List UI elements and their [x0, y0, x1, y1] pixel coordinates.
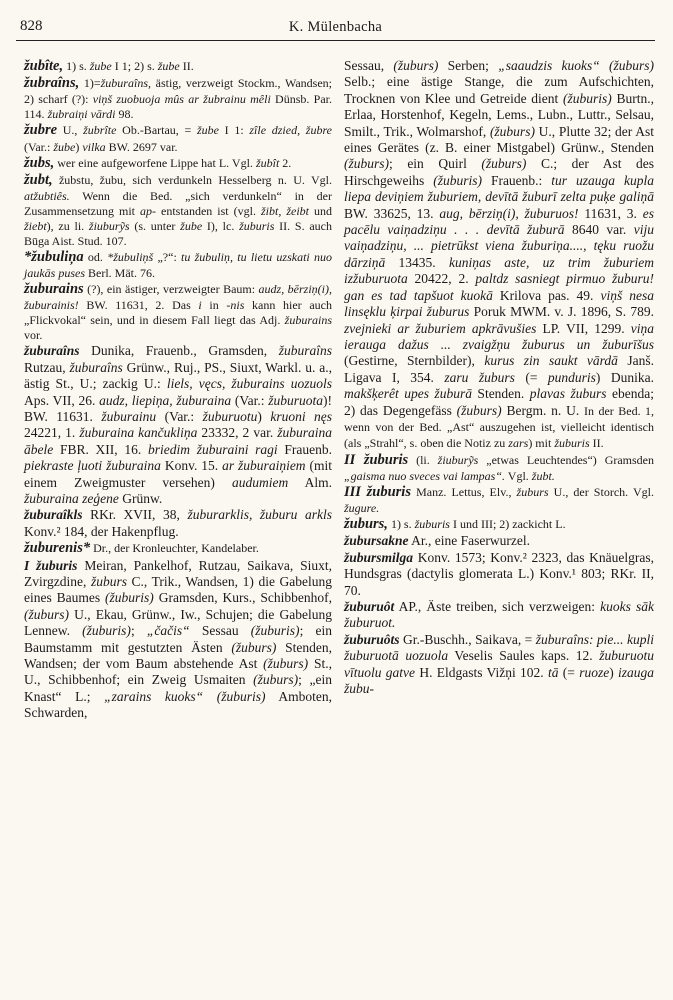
entry-zuburarkls: žuburaîkls RKr. XVII, 38, žuburarklis, žuburu arkls Konv.² 184, der Hakenpflug.	[24, 507, 332, 539]
page-number: 828	[20, 18, 43, 34]
entry-zubt: žubt, žubstu, žubu, sich verdunkeln Hesselberg n. U. Vgl. atžubtiês. Wenn die Bed. „sich verdunkeln“ in der Zusammensetzung mit ap- entstanden ist (vgl. žibt, žeibt und žiebt), zu li. žiuburỹs (s. unter žube I), lc. žuburis II. S. auch Būga Aist. Stud. 107.	[24, 171, 333, 249]
entry-zubs: žubs, wer eine aufgeworfene Lippe hat L. Vgl. žubît 2.	[24, 154, 292, 171]
entry-zubursmilga: žubursmilga Konv. 1573; Konv.² 2323, das Knäuelgras, Hundsgras (dactylis glomerata L.) Konv.¹ 803; RKr. II, 70.	[344, 549, 654, 598]
entry-zubrains: žubraîns, 1)=žuburaîns, ästig, verzweigt Stockm., Wandsen; 2) scharf (?): viņš zuobuoja mûs ar žubrainu mêli Dünsb. Par. 114. žubraiņi vārdi 98.	[24, 75, 333, 122]
entry-zuburs: žuburs, 1) s. žuburis I und III; 2) zackicht L.	[344, 516, 566, 533]
left-column	[24, 58, 332, 722]
right-column	[344, 58, 654, 697]
entry-zuburuots: žuburuôts Gr.-Buschh., Saikava, = žuburaîns: pie... kupli žuburuotā uozuola Veselis Saules kaps. 12. žuburuotu vītuolu gatve H. Eldgasts Vižņi 102. tā (= ruoze) izauga žubu-	[344, 631, 655, 697]
entry-zuburains-q: žuburains (?), ein ästiger, verzweigter Baum: audz, bērziņ(i), žuburainis! BW. 11631, 2. Das i in -nis kann hier auch „Flickvokal“ sein, und in diesem Fall liegt das Adj. žuburains vor.	[24, 281, 332, 343]
entry-zuburis-3: III žuburis Manz. Lettus, Elv., žuburs U., der Storch. Vgl. žugure.	[344, 483, 655, 516]
entry-zubulina: *žubuliņa od. *žubuliņš „?“: tu žubuliņ, tu lietu uzskati nuo jaukās puses Berl. Mät. 76.	[24, 249, 333, 281]
entry-zubite: žubîte, 1) s. žube I 1; 2) s. žube II.	[24, 58, 194, 74]
page-header	[16, 16, 655, 41]
running-head: K. Mülenbacha	[288, 19, 383, 35]
entry-zuburis-1-cont: Sessau, (žuburs) Serben; „saaudzis kuoks“ (žuburs) Selb.; eine ästige Stange, die zum Aufschichten, Trocknen von Klee und Getreide dient (žuburis) Burtn., Erlaa, Horstenhof, Kegeln, Lems., Lubn., Luttr., Selsau, Smilt., Trik., Wolmarshof, (žuburs) U., Plutte 32; der Ast eines Gerätes (z. B. einer Mistgabel) Grünw., Stenden (žuburs); ein Quirl (žuburs) C.; der Ast des Hirschgeweihs (žuburis) Frauenb.: tur uzauga kupla liepa deviņiem žuburiem, devītā žuburī zelta puķe galiņā BW. 33625, 13. aug, bērziņ(i), žuburuos! 11631, 3. es pacēlu vaiņadziņu . . . devītā žuburā 8640 var. viju vaiņadziņu, ... pietrūkst viena žuburiņa...., tęku ruožu dārziņā 13435. kuniņas aste, uz trim žuburiem izžuburuota 20422, 2. paltdz sasniegt pirmuo žuburu! gan es tad tapšuot kuokā Krilova pas. 49. viņš nesa linsęklu ķirpai žuburus Poruk MWM. v. J. 1896, S. 789. zvejnieki ar žuburiem apkrāvušies LP. VII, 1299. viņa ierauga dažus ... zvaigžņu žuburus un žuburīšus (Gestirne, Sternbilder), kurus zin saukt vārdā Janš. Ligava I, 354. zaru žuburs (= punduris) Dunika. makšķerêt upes žuburā Stenden. plavas žuburs ebenda; 2) das Degengefäss (žuburs) Bergm. n. U. In der Bed. 1, wenn von der Bed. „Ast“ auszugehen ist, vielleicht identisch (als „Strahl“, s. oben die Notiz zu zars) mit žuburis II.	[344, 58, 655, 451]
entry-zuburis-1: I žuburis Meiran, Pankelhof, Rutzau, Saikava, Siuxt, Zvirgzdine, žuburs C., Trik., Wandsen, 1) die Gabelung eines Baumes (žuburis) Gramsden, Kurs., Schibbenhof, (žuburs) U., Ekau, Grünw., Iw., Schujen; die Gabelung Lennew. (žuburis); „čačis“ Sessau (žuburis); ein Baumstamm mit gestutzten Ästen (žuburs) Stenden, Wandsen; der vom Baum abstehende Ast (žuburs) St., U., Schibbenhof; ein Zweig Usmaiten (žuburs); „ein Knast“ L.; „zarains kuoks“ (žuburis) Amboten, Schwarden,	[24, 557, 333, 721]
entry-zuburains: žuburaîns Dunika, Frauenb., Gramsden, žuburaîns Rutzau, žuburaîns Grünw., Ruj., PS., Siuxt, Warkl. u. a., ästig St., U.; zackig U.: liels, vęcs, žuburains uozuols Aps. VII, 26. audz, liepiņa, žuburaina (Var.: žuburuota)! BW. 11631. žuburainu (Var.: žuburuotu) kruoni nęs 24221, 1. žuburaina kančukliņa 23332, 2 var. žuburaina ābele FBR. XII, 16. briedim žuburaini ragi Frauenb. piekraste ļuoti žuburaina Konv. 15. ar žuburaiņiem (mit einem Zweigmuster versehen) audumiem Alm. žuburaina zeģene Grünw.	[24, 343, 333, 507]
entry-zuburis-2: II žuburis (li. žiuburỹs „etwas Leuchtendes“) Gramsden „gaisma nuo sveces vai lampas“. Vgl. žubt.	[344, 451, 655, 483]
entry-zuburuot: žuburuôt AP., Äste treiben, sich verzweigen: kuoks sāk žuburuot.	[344, 598, 655, 631]
entry-zuburenis: žuburenis* Dr., der Kronleuchter, Kandelaber.	[24, 540, 259, 557]
entry-zubre: žubre U., žubrîte Ob.-Bartau, = žube I 1: zîle dzied, žubre (Var.: žube) vilka BW. 2697 var.	[24, 122, 332, 154]
entry-zubursakne: žubursakne Ar., eine Faserwurzel.	[344, 533, 530, 549]
